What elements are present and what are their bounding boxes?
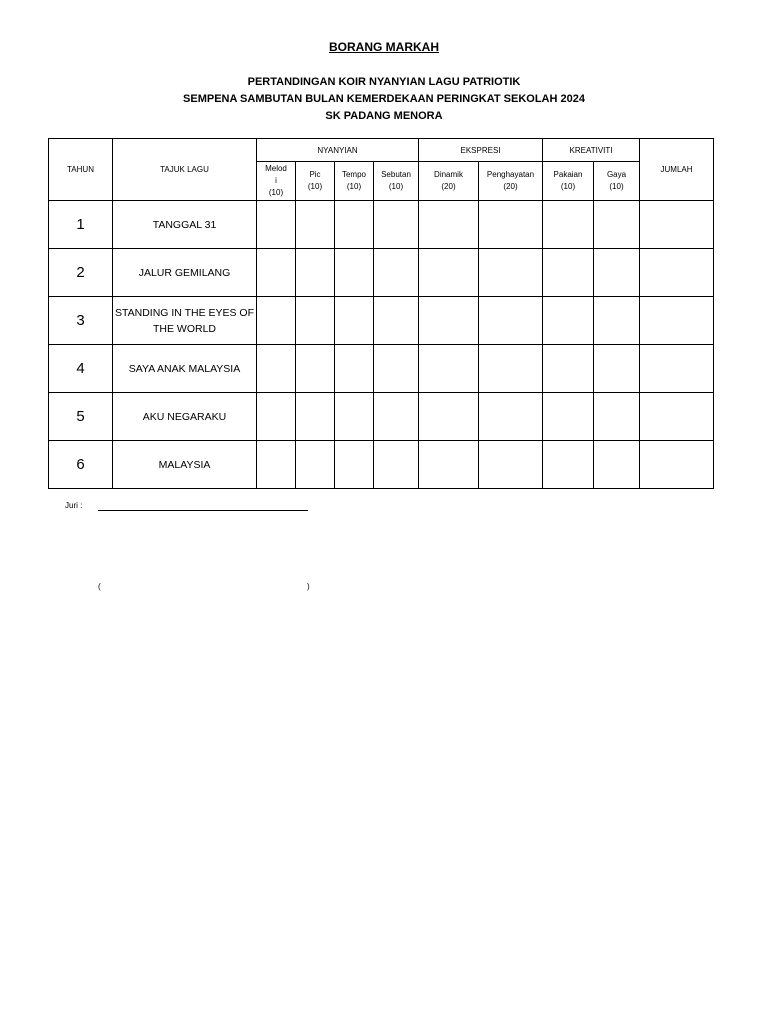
- score-cell[interactable]: [257, 345, 296, 393]
- jumlah-cell[interactable]: [640, 249, 714, 297]
- score-cell[interactable]: [594, 345, 640, 393]
- header-criteria-5: Penghayatan (20): [479, 162, 543, 201]
- row-tajuk-lagu: AKU NEGARAKU: [113, 393, 257, 441]
- score-cell[interactable]: [335, 345, 374, 393]
- score-cell[interactable]: [335, 393, 374, 441]
- header-criteria-7: Gaya (10): [594, 162, 640, 201]
- score-cell[interactable]: [335, 249, 374, 297]
- score-cell[interactable]: [594, 297, 640, 345]
- header-criteria-2: Tempo (10): [335, 162, 374, 201]
- score-cell[interactable]: [419, 249, 479, 297]
- score-cell[interactable]: [479, 201, 543, 249]
- row-tahun: 2: [49, 249, 113, 297]
- row-tahun: 4: [49, 345, 113, 393]
- score-cell[interactable]: [374, 201, 419, 249]
- header-criteria-4: Dinamik (20): [419, 162, 479, 201]
- score-cell[interactable]: [374, 297, 419, 345]
- header-tahun: TAHUN: [49, 139, 113, 201]
- table-row: [49, 345, 714, 393]
- score-cell[interactable]: [594, 393, 640, 441]
- score-cell[interactable]: [296, 249, 335, 297]
- score-cell[interactable]: [594, 201, 640, 249]
- row-tajuk-lagu: MALAYSIA: [113, 441, 257, 489]
- table-row: [49, 393, 714, 441]
- score-cell[interactable]: [335, 297, 374, 345]
- score-cell[interactable]: [257, 297, 296, 345]
- header-jumlah: JUMLAH: [640, 139, 714, 201]
- score-cell[interactable]: [335, 201, 374, 249]
- row-tajuk-lagu: SAYA ANAK MALAYSIA: [113, 345, 257, 393]
- table-row: [49, 297, 714, 345]
- subtitle-line-1: PERTANDINGAN KOIR NYANYIAN LAGU PATRIOTIK: [247, 76, 521, 88]
- header-group-nyanyian: NYANYIAN: [257, 139, 419, 162]
- score-cell[interactable]: [543, 345, 594, 393]
- score-cell[interactable]: [419, 441, 479, 489]
- header-tajuk-lagu: TAJUK LAGU: [113, 139, 257, 201]
- name-paren-close: ): [307, 582, 310, 591]
- row-tajuk-lagu: STANDING IN THE EYES OF THE WORLD: [113, 297, 257, 345]
- name-paren-open: (: [98, 582, 101, 591]
- score-cell[interactable]: [543, 201, 594, 249]
- header-group-ekspresi: EKSPRESI: [419, 139, 543, 162]
- row-tajuk-lagu: JALUR GEMILANG: [113, 249, 257, 297]
- jumlah-cell[interactable]: [640, 345, 714, 393]
- subtitle-line-2: SEMPENA SAMBUTAN BULAN KEMERDEKAAN PERINGKAT SEKOLAH 2024: [183, 93, 585, 105]
- row-tajuk-lagu: TANGGAL 31: [113, 201, 257, 249]
- header-criteria-0: Melod i (10): [257, 162, 296, 201]
- jumlah-cell[interactable]: [640, 393, 714, 441]
- score-cell[interactable]: [479, 393, 543, 441]
- score-cell[interactable]: [594, 249, 640, 297]
- score-cell[interactable]: [543, 249, 594, 297]
- score-table: [48, 138, 714, 489]
- score-cell[interactable]: [296, 201, 335, 249]
- header-criteria-6: Pakaian (10): [543, 162, 594, 201]
- jumlah-cell[interactable]: [640, 297, 714, 345]
- score-cell[interactable]: [479, 441, 543, 489]
- score-table-body: [49, 201, 714, 489]
- score-cell[interactable]: [594, 441, 640, 489]
- score-cell[interactable]: [419, 393, 479, 441]
- document-title: BORANG MARKAH: [329, 40, 439, 54]
- row-tahun: 6: [49, 441, 113, 489]
- score-cell[interactable]: [257, 249, 296, 297]
- header-criteria-3: Sebutan (10): [374, 162, 419, 201]
- score-cell[interactable]: [374, 345, 419, 393]
- table-row: [49, 249, 714, 297]
- score-cell[interactable]: [296, 345, 335, 393]
- score-cell[interactable]: [419, 345, 479, 393]
- jumlah-cell[interactable]: [640, 441, 714, 489]
- table-row: [49, 201, 714, 249]
- row-tahun: 1: [49, 201, 113, 249]
- row-tahun: 3: [49, 297, 113, 345]
- score-cell[interactable]: [257, 393, 296, 441]
- score-cell[interactable]: [335, 441, 374, 489]
- score-cell[interactable]: [296, 393, 335, 441]
- table-row: [49, 441, 714, 489]
- score-cell[interactable]: [479, 345, 543, 393]
- score-cell[interactable]: [419, 297, 479, 345]
- score-cell[interactable]: [479, 249, 543, 297]
- score-cell[interactable]: [374, 441, 419, 489]
- header-group-kreativiti: KREATIVITI: [543, 139, 640, 162]
- score-cell[interactable]: [543, 393, 594, 441]
- score-cell[interactable]: [419, 201, 479, 249]
- score-cell[interactable]: [543, 297, 594, 345]
- score-cell[interactable]: [374, 249, 419, 297]
- score-cell[interactable]: [257, 441, 296, 489]
- juri-label: Juri :: [65, 501, 83, 510]
- juri-signature-line: [98, 510, 308, 511]
- subtitle-line-3: SK PADANG MENORA: [325, 110, 443, 122]
- score-cell[interactable]: [543, 441, 594, 489]
- row-tahun: 5: [49, 393, 113, 441]
- score-cell[interactable]: [257, 201, 296, 249]
- score-cell[interactable]: [374, 393, 419, 441]
- score-cell[interactable]: [296, 297, 335, 345]
- jumlah-cell[interactable]: [640, 201, 714, 249]
- score-cell[interactable]: [479, 297, 543, 345]
- header-criteria-1: Pic (10): [296, 162, 335, 201]
- score-cell[interactable]: [296, 441, 335, 489]
